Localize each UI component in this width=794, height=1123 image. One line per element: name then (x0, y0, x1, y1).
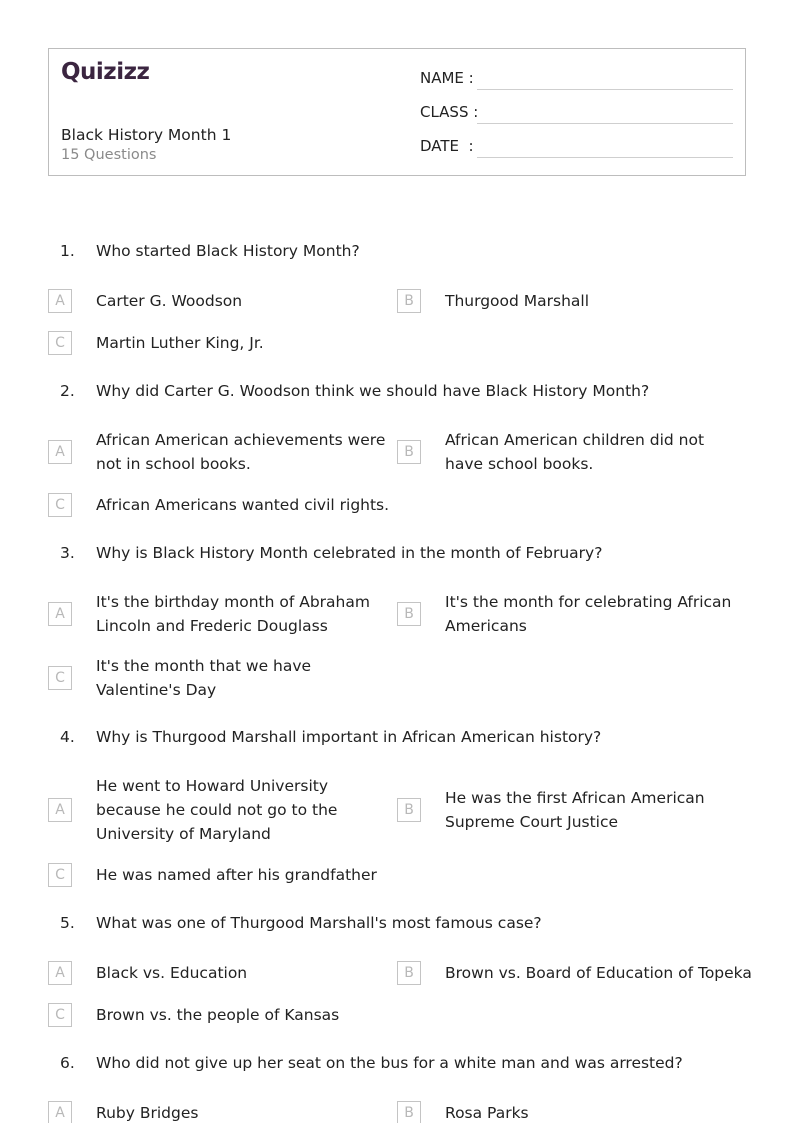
name-label: NAME : (420, 69, 474, 87)
option-box-c[interactable]: C (48, 863, 72, 887)
option-text: Brown vs. the people of Kansas (96, 1006, 340, 1024)
question-text: Why is Thurgood Marshall important in African American history? (96, 728, 602, 746)
option-box-a[interactable]: A (48, 798, 72, 822)
date-line[interactable] (477, 157, 733, 158)
option-box-a[interactable]: A (48, 602, 72, 626)
question-text: Who started Black History Month? (96, 242, 360, 260)
question-number: 5. (60, 914, 75, 932)
worksheet-header (48, 48, 746, 176)
date-field (420, 137, 474, 155)
option-box-a[interactable]: A (48, 1101, 72, 1123)
option-box-b[interactable]: B (397, 289, 421, 313)
question-number: 3. (60, 544, 75, 562)
worksheet-title: Black History Month 1 (61, 126, 232, 144)
question-count: 15 Questions (61, 147, 157, 163)
date-label: DATE : (420, 137, 474, 155)
option-text: Brown vs. Board of Education of Topeka (445, 964, 752, 982)
option-text: It's the month for celebrating African Americans (445, 593, 732, 635)
option-text: Ruby Bridges (96, 1104, 199, 1122)
option-box-c[interactable]: C (48, 1003, 72, 1027)
option-text: He was the first African American Supreme Court Justice (445, 789, 705, 831)
option-box-c[interactable]: C (48, 666, 72, 690)
option-text: Carter G. Woodson (96, 292, 243, 310)
option-text: He was named after his grandfather (96, 866, 377, 884)
class-field (420, 103, 478, 121)
question-number: 1. (60, 242, 75, 260)
option-text: African American achievements were not in school books. (96, 431, 386, 473)
option-box-a[interactable]: A (48, 961, 72, 985)
quizizz-logo: Quizizz (61, 59, 150, 85)
class-label: CLASS : (420, 103, 479, 121)
question-text: What was one of Thurgood Marshall's most famous case? (96, 914, 542, 932)
option-box-a[interactable]: A (48, 440, 72, 464)
option-text: It's the month that we have Valentine's Day (96, 657, 312, 699)
option-box-b[interactable]: B (397, 440, 421, 464)
question-text: Who did not give up her seat on the bus for a white man and was arrested? (96, 1054, 683, 1072)
option-text: Black vs. Education (96, 964, 248, 982)
option-text: African American children did not have school books. (445, 431, 705, 473)
option-text: Thurgood Marshall (445, 292, 590, 310)
name-line[interactable] (477, 89, 733, 90)
question-number: 6. (60, 1054, 75, 1072)
question-number: 4. (60, 728, 75, 746)
option-text: It's the birthday month of Abraham Lincoln and Frederic Douglass (96, 593, 370, 635)
option-box-b[interactable]: B (397, 602, 421, 626)
option-box-b[interactable]: B (397, 798, 421, 822)
option-box-c[interactable]: C (48, 331, 72, 355)
question-text: Why did Carter G. Woodson think we should have Black History Month? (96, 382, 650, 400)
name-field (420, 69, 474, 87)
option-box-c[interactable]: C (48, 493, 72, 517)
option-box-a[interactable]: A (48, 289, 72, 313)
option-text: Rosa Parks (445, 1104, 529, 1122)
class-line[interactable] (477, 123, 733, 124)
option-box-b[interactable]: B (397, 1101, 421, 1123)
question-text: Why is Black History Month celebrated in the month of February? (96, 544, 603, 562)
question-number: 2. (60, 382, 75, 400)
option-text: Martin Luther King, Jr. (96, 334, 264, 352)
option-box-b[interactable]: B (397, 961, 421, 985)
option-text: He went to Howard University because he could not go to the University of Maryland (96, 777, 338, 843)
option-text: African Americans wanted civil rights. (96, 496, 390, 514)
